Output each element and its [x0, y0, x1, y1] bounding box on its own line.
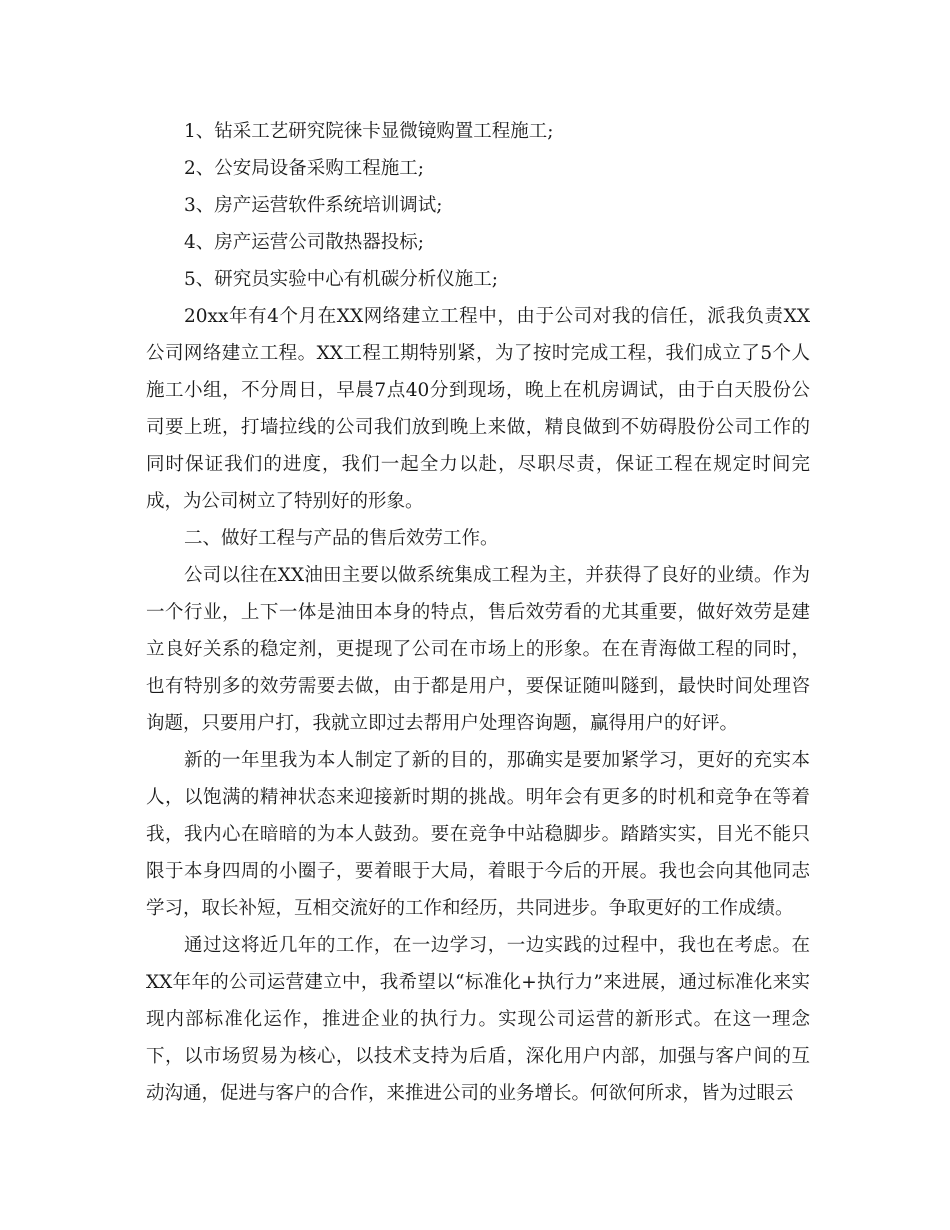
- list-item: 1、钻采工艺研究院徕卡显微镜购置工程施工;: [184, 121, 554, 142]
- list-item: 3、房产运营软件系统培训调试;: [184, 195, 443, 216]
- paragraph: 通过这将近几年的工作，在一边学习，一边实践的过程中，我也在考虑。在XX年年的公司运营建立中，我希望以“标准化+执行力”来进展，通过标准化来实现内部标准化运作，推进企业的执行力。实现公司运营的新形式。在这一理念下，以市场贸易为核心，以技术支持为后盾，深化用户内部，加强与客户间的互动沟通，促进与客户的合作，来推进公司的业务增长。何欲何所求，皆为过眼云: [146, 935, 810, 1104]
- list-item: 4、房产运营公司散热器投标;: [184, 232, 425, 253]
- list-item: 5、研究员实验中心有机碳分析仪施工;: [184, 269, 499, 290]
- list-item: 2、公安局设备采购工程施工;: [184, 158, 425, 179]
- document-body: [146, 113, 810, 1112]
- paragraph: 公司以往在XX油田主要以做系统集成工程为主，并获得了良好的业绩。作为一个行业，上下一体是油田本身的特点，售后效劳看的尤其重要，做好效劳是建立良好关系的稳定剂，更提现了公司在市场上的形象。在在青海做工程的同时，也有特别多的效劳需要去做，由于都是用户，要保证随叫隧到，最快时间处理咨询题，只要用户打，我就立即过去帮用户处理咨询题，赢得用户的好评。: [146, 565, 810, 734]
- section-heading: 二、做好工程与产品的售后效劳工作。: [184, 528, 499, 549]
- paragraph: 新的一年里我为本人制定了新的目的，那确实是要加紧学习，更好的充实本人，以饱满的精神状态来迎接新时期的挑战。明年会有更多的时机和竞争在等着我，我内心在暗暗的为本人鼓劲。要在竞争中站稳脚步。踏踏实实，目光不能只限于本身四周的小圈子，要着眼于大局，着眼于今后的开展。我也会向其他同志学习，取长补短，互相交流好的工作和经历，共同进步。争取更好的工作成绩。: [146, 750, 810, 919]
- paragraph: 20xx年有4个月在XX网络建立工程中，由于公司对我的信任，派我负责XX公司网络建立工程。XX工程工期特别紧，为了按时完成工程，我们成立了5个人施工小组，不分周日，早晨7点40分到现场，晚上在机房调试，由于白天股份公司要上班，打墙拉线的公司我们放到晚上来做，精良做到不妨碍股份公司工作的同时保证我们的进度，我们一起全力以赴，尽职尽责，保证工程在规定时间完成，为公司树立了特别好的形象。: [146, 306, 810, 512]
